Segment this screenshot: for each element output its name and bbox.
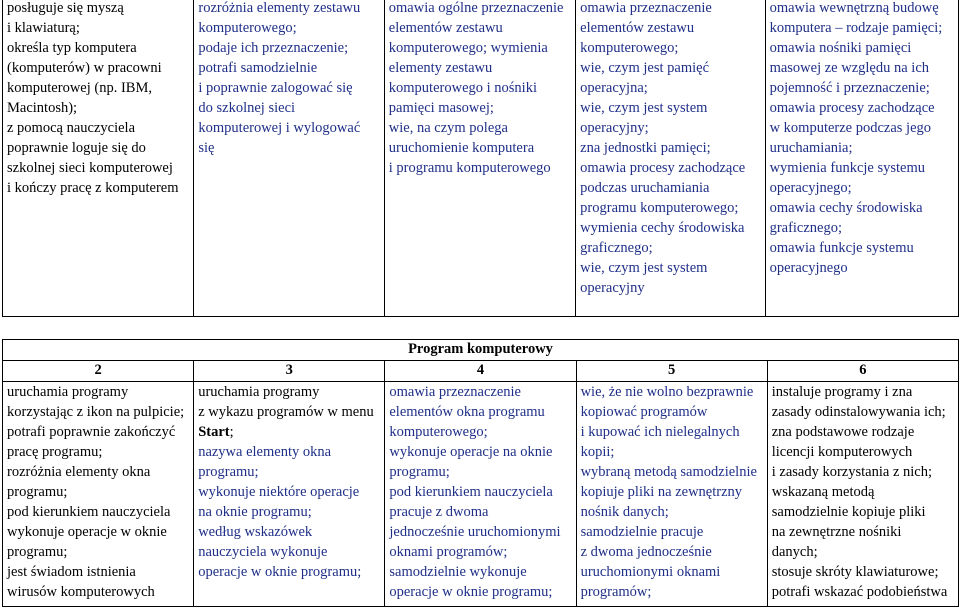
list-item: uruchomionymi oknami (580, 564, 721, 580)
list-item: na oknie programu; (198, 504, 312, 520)
list-item: wskazaną metodą (771, 484, 875, 500)
list-item: wie, czym jest system (580, 260, 708, 276)
list-item: wie, na czym polega (388, 120, 508, 136)
list-item: do szkolnej sieci (198, 100, 296, 116)
list-item: potrafi poprawnie zakończyć (7, 424, 176, 440)
top-col-4 (576, 0, 765, 317)
bottom-col-1 (3, 382, 194, 607)
list-item: rozróżnia elementy zestawu (198, 0, 361, 16)
list-item: wymienia funkcje systemu (769, 160, 925, 176)
start-suffix: ; (229, 424, 234, 440)
list-item: korzystając z ikon na pulpicie; (7, 404, 185, 420)
top-col-3 (384, 0, 575, 317)
list-item: komputera – rodzaje pamięci; (769, 20, 943, 36)
list-item: elementów zestawu (580, 20, 695, 36)
list-item: operacyjnego; (769, 180, 852, 196)
list-item: uruchamiania; (769, 140, 853, 156)
list-item: posługuje się myszą (7, 0, 124, 16)
list-item: zna podstawowe rodzaje (771, 424, 915, 440)
list-item: operacje w oknie programu; (389, 584, 553, 600)
bottom-col-5 (767, 382, 958, 607)
list-item: graficznego; (769, 220, 843, 236)
list-item: omawia nośniki pamięci (769, 40, 912, 56)
list-item: uruchamia programy (198, 384, 320, 400)
list-item: pod kierunkiem nauczyciela (389, 484, 553, 500)
list-item: omawia przeznaczenie (580, 0, 712, 16)
list-item: omawia ogólne przeznaczenie (388, 0, 564, 16)
list-item: wie, że nie wolno bezprawnie (580, 384, 754, 400)
list-item: kopii; (580, 444, 615, 460)
list-item: określa typ komputera (7, 40, 137, 56)
list-item: operacyjny; (580, 120, 649, 136)
list-item: jednocześnie uruchomionymi (389, 524, 561, 540)
list-item: programów; (580, 584, 652, 600)
list-item: wie, czym jest pamięć (580, 60, 710, 76)
list-item: samodzielnie kopiuje pliki (771, 504, 926, 520)
list-item: stosuje skróty klawiaturowe; (771, 564, 939, 580)
grade-3: 3 (194, 361, 385, 382)
list-item: i poprawnie zalogować się (198, 80, 353, 96)
list-item: omawia wewnętrzną budowę (769, 0, 939, 16)
list-item: zasady odinstalowywania ich; (771, 404, 946, 420)
list-item: komputerowego i nośniki (388, 80, 537, 96)
list-item: w komputerze podczas jego (769, 120, 932, 136)
list-item: omawia funkcje systemu (769, 240, 914, 256)
list-item: samodzielnie pracuje (580, 524, 704, 540)
list-item: z pomocą nauczyciela (7, 120, 136, 136)
list-item: wirusów komputerowych (7, 584, 155, 600)
list-item: nazywa elementy okna (198, 444, 332, 460)
list-item: podczas uruchamiania (580, 180, 710, 196)
list-item: się (198, 140, 215, 156)
top-col-5 (765, 0, 958, 317)
list-item: pracę programu; (7, 444, 103, 460)
list-item: masowej ze względu na ich (769, 60, 929, 76)
list-item: omawia przeznaczenie (389, 384, 521, 400)
list-item: Macintosh); (7, 100, 78, 116)
list-item: podaje ich przeznaczenie; (198, 40, 349, 56)
list-item: programu; (198, 464, 259, 480)
list-item: omawia procesy zachodzące (769, 100, 935, 116)
list-item: wie, czym jest system (580, 100, 708, 116)
list-item: programu komputerowego; (580, 200, 739, 216)
list-item: komputerowego; (198, 20, 297, 36)
list-item: jest świadom istnienia (7, 564, 136, 580)
list-item: nośnik danych; (580, 504, 669, 520)
list-item: programu; (7, 544, 68, 560)
list-item: i klawiaturą; (7, 20, 80, 36)
bottom-col-4 (576, 382, 767, 607)
list-item: wykonuje operacje na oknie (389, 444, 553, 460)
list-item: programu; (7, 484, 68, 500)
list-item: potrafi samodzielnie (198, 60, 318, 76)
list-item: wybraną metodą samodzielnie (580, 464, 757, 480)
list-item: elementów zestawu (388, 20, 503, 36)
table-row (3, 382, 959, 607)
list-item: graficznego; (580, 240, 653, 256)
list-item: szkolnej sieci komputerowej (7, 160, 173, 176)
grade-4: 4 (385, 361, 576, 382)
start-menu-label: Start (198, 424, 230, 440)
list-item: samodzielnie wykonuje (389, 564, 527, 580)
requirements-table-top (2, 0, 959, 317)
grade-6: 6 (767, 361, 958, 382)
list-item: pod kierunkiem nauczyciela (7, 504, 171, 520)
list-item (198, 422, 382, 442)
list-item: i programu komputerowego (388, 160, 551, 176)
list-item: komputerowego; (389, 424, 488, 440)
bottom-col-3 (385, 382, 576, 607)
list-item: na zewnętrzne nośniki (771, 524, 902, 540)
list-item: z wykazu programów w menu (198, 404, 374, 420)
list-item: wykonuje operacje w oknie (7, 524, 167, 540)
list-item: komputerowego; (580, 40, 679, 56)
list-item: uruchomienie komputera (388, 140, 535, 156)
grade-2: 2 (3, 361, 194, 382)
list-item: omawia cechy środowiska (769, 200, 923, 216)
list-item: komputerowej (np. IBM, (7, 80, 152, 96)
list-item: elementów okna programu (389, 404, 545, 420)
list-item: nauczyciela wykonuje (198, 544, 328, 560)
list-item: komputerowego; wymienia (388, 40, 548, 56)
list-item: licencji komputerowych (771, 444, 913, 460)
list-item: zna jednostki pamięci; (580, 140, 711, 156)
list-item: instaluje programy i zna (771, 384, 913, 400)
grade-5: 5 (576, 361, 767, 382)
list-item: pracuje z dwoma (389, 504, 489, 520)
list-item: i zasady korzystania z nich; (771, 464, 932, 480)
list-item: kopiować programów (580, 404, 708, 420)
list-item: potrafi wskazać podobieństwa (771, 584, 948, 600)
list-item: operacyjny (580, 280, 645, 296)
list-item: uruchamia programy (7, 384, 129, 400)
list-item: operacyjna; (580, 80, 648, 96)
section-title: Program komputerowy (3, 340, 959, 361)
list-item: elementy zestawu (388, 60, 493, 76)
list-item: według wskazówek (198, 524, 313, 540)
program-komputerowy-table (2, 339, 959, 607)
list-item: (komputerów) w pracowni (7, 60, 162, 76)
list-item: operacyjnego (769, 260, 848, 276)
table-row (3, 0, 959, 317)
list-item: pojemność i przeznaczenie; (769, 80, 930, 96)
top-col-1 (3, 0, 194, 317)
list-item: omawia procesy zachodzące (580, 160, 746, 176)
list-item: i kończy pracę z komputerem (7, 180, 179, 196)
table-title-row (3, 340, 959, 361)
list-item: danych; (771, 544, 818, 560)
list-item: komputerowej i wylogować (198, 120, 361, 136)
list-item: poprawnie loguje się do (7, 140, 146, 156)
list-item: wykonuje niektóre operacje (198, 484, 360, 500)
list-item: operacje w oknie programu; (198, 564, 362, 580)
list-item: programu; (389, 464, 450, 480)
list-item: rozróżnia elementy okna (7, 464, 151, 480)
list-item: kopiuje pliki na zewnętrzny (580, 484, 743, 500)
list-item: z dwoma jednocześnie (580, 544, 712, 560)
list-item: wymienia cechy środowiska (580, 220, 745, 236)
col2-rest (198, 442, 382, 582)
list-item: i kupować ich nielegalnych (580, 424, 740, 440)
grades-row (3, 361, 959, 382)
list-item: pamięci masowej; (388, 100, 494, 116)
top-col-2 (194, 0, 384, 317)
bottom-col-2 (194, 382, 385, 607)
list-item: oknami programów; (389, 544, 508, 560)
